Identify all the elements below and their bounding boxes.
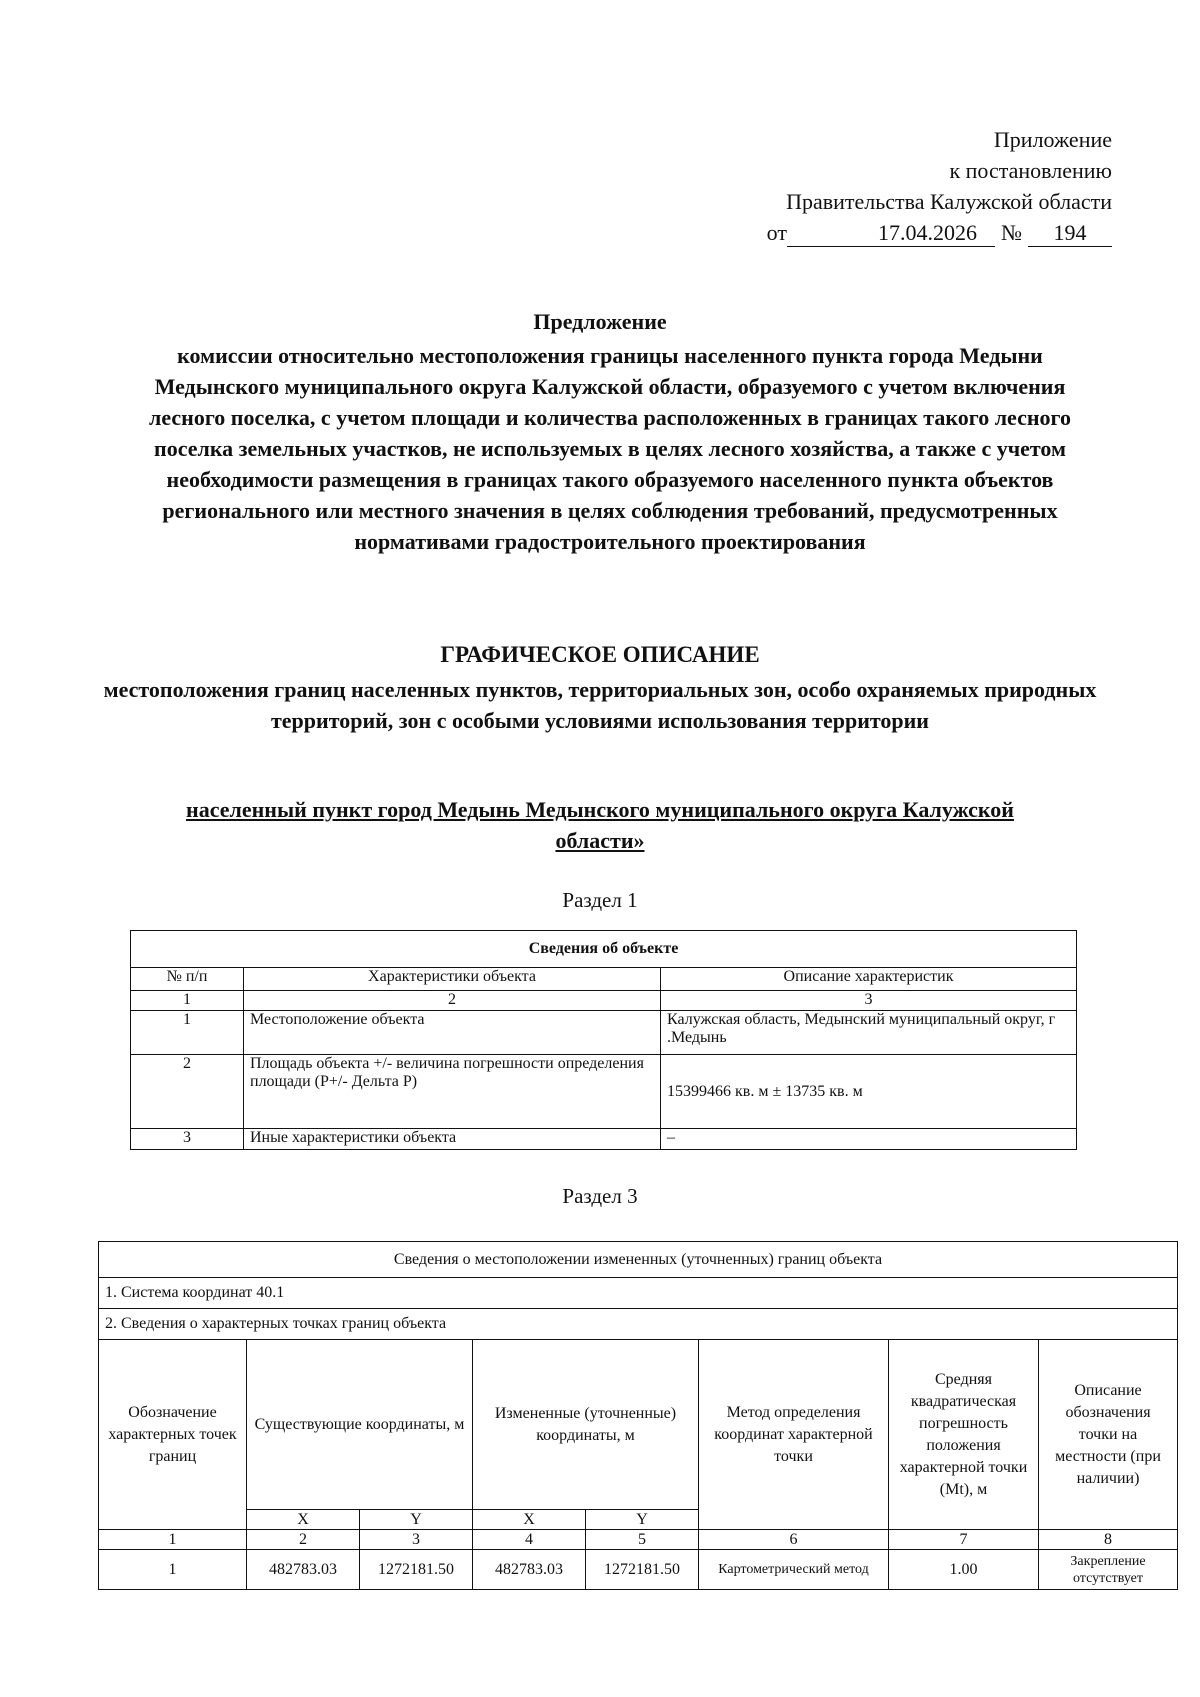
col-number: 1: [131, 991, 244, 1011]
col-number: 3: [360, 1530, 473, 1550]
header-designation: Обозначение характерных точек границ: [99, 1340, 247, 1530]
proposal-body: комиссии относительно местоположения границы населенного пункта города Медыни Медынского муниципального округа Калужской области, образуемого с учетом включения лесного поселка, с учетом площади и количества расположенных в границах такого лесного поселка земельных участков, не используемых в целях лесного хозяйства, а также с учетом необходимости размещения в границах такого образуемого населенного пункта объектов регионального или местного значения в целях соблюдения требований, предусмотренных нормативами градостроительного проектирования: [149, 343, 1071, 554]
point-id: 1: [99, 1550, 247, 1590]
annex-block: [767, 124, 1112, 248]
settlement-name: населенный пункт город Медынь Медынского муниципального округа Калужской области»: [186, 797, 1014, 853]
table-row: [131, 1129, 1077, 1150]
col-number: 1: [99, 1530, 247, 1550]
row-value: Калужская область, Медынский муниципальный округ, г .Медынь: [661, 1011, 1077, 1055]
table-row: [131, 1055, 1077, 1129]
y-changed: 1272181.50: [586, 1550, 699, 1590]
row-name: Иные характеристики объекта: [244, 1129, 661, 1150]
header-existing: Существующие координаты, м: [247, 1340, 473, 1510]
row-no: 2: [131, 1055, 244, 1129]
graphic-body: местоположения границ населенных пунктов, территориальных зон, особо охраняемых природных территорий, зон с особыми условиями использования территории: [103, 677, 1097, 733]
boundary-table-title: Сведения о местоположении измененных (уточненных) границ объекта: [99, 1242, 1178, 1278]
annex-date-line: [767, 217, 1112, 248]
graphic-title: ГРАФИЧЕСКОЕ ОПИСАНИЕ: [440, 642, 760, 667]
header-y: Y: [586, 1510, 699, 1530]
header-accuracy: Средняя квадратическая погрешность положения характерной точки (Mt), м: [889, 1340, 1039, 1530]
table-row: [131, 1011, 1077, 1055]
x-changed: 482783.03: [473, 1550, 586, 1590]
object-info-table: [130, 930, 1077, 1150]
header-y: Y: [360, 1510, 473, 1530]
section-3-label: Раздел 3: [562, 1184, 638, 1208]
row-no: 1: [131, 1011, 244, 1055]
header-x: X: [247, 1510, 360, 1530]
header-characteristics: Характеристики объекта: [244, 968, 661, 991]
header-description: Описание характеристик: [661, 968, 1077, 991]
number-label: №: [1001, 220, 1022, 245]
header-changed: Измененные (уточненные) координаты, м: [473, 1340, 699, 1510]
row-name: Местоположение объекта: [244, 1011, 661, 1055]
boundary-points-table: [98, 1241, 1178, 1590]
header-method: Метод определения координат характерной точки: [699, 1340, 889, 1530]
col-number: 4: [473, 1530, 586, 1550]
x-existing: 482783.03: [247, 1550, 360, 1590]
header-no: № п/п: [131, 968, 244, 991]
col-number: 6: [699, 1530, 889, 1550]
point-description: Закрепление отсутствует: [1039, 1550, 1178, 1590]
annex-date: 17.04.2026: [787, 220, 995, 247]
annex-line-1: Приложение: [993, 127, 1112, 152]
accuracy: 1.00: [889, 1550, 1039, 1590]
method: Картометрический метод: [699, 1550, 889, 1590]
col-number: 5: [586, 1530, 699, 1550]
col-number: 8: [1039, 1530, 1178, 1550]
header-x: X: [473, 1510, 586, 1530]
annex-number: 194: [1028, 220, 1112, 247]
row-value: 15399466 кв. м ± 13735 кв. м: [661, 1055, 1077, 1129]
table-row: [99, 1550, 1178, 1590]
y-existing: 1272181.50: [360, 1550, 473, 1590]
col-number: 7: [889, 1530, 1039, 1550]
header-point-description: Описание обозначения точки на местности (при наличии): [1039, 1340, 1178, 1530]
col-number: 2: [247, 1530, 360, 1550]
object-info-title: Сведения об объекте: [131, 931, 1077, 968]
section-1-label: Раздел 1: [562, 888, 638, 912]
annex-line-3: Правительства Калужской области: [786, 189, 1112, 214]
coord-system: 1. Система координат 40.1: [99, 1278, 1178, 1309]
col-number: 2: [244, 991, 661, 1011]
date-label: от: [766, 220, 787, 245]
annex-line-2: к постановлению: [949, 158, 1112, 183]
points-title: 2. Сведения о характерных точках границ объекта: [99, 1309, 1178, 1340]
proposal-title: Предложение: [533, 309, 667, 334]
col-number: 3: [661, 991, 1077, 1011]
row-value: –: [661, 1129, 1077, 1150]
row-no: 3: [131, 1129, 244, 1150]
row-name: Площадь объекта +/- величина погрешности определения площади (Р+/- Дельта Р): [244, 1055, 661, 1129]
